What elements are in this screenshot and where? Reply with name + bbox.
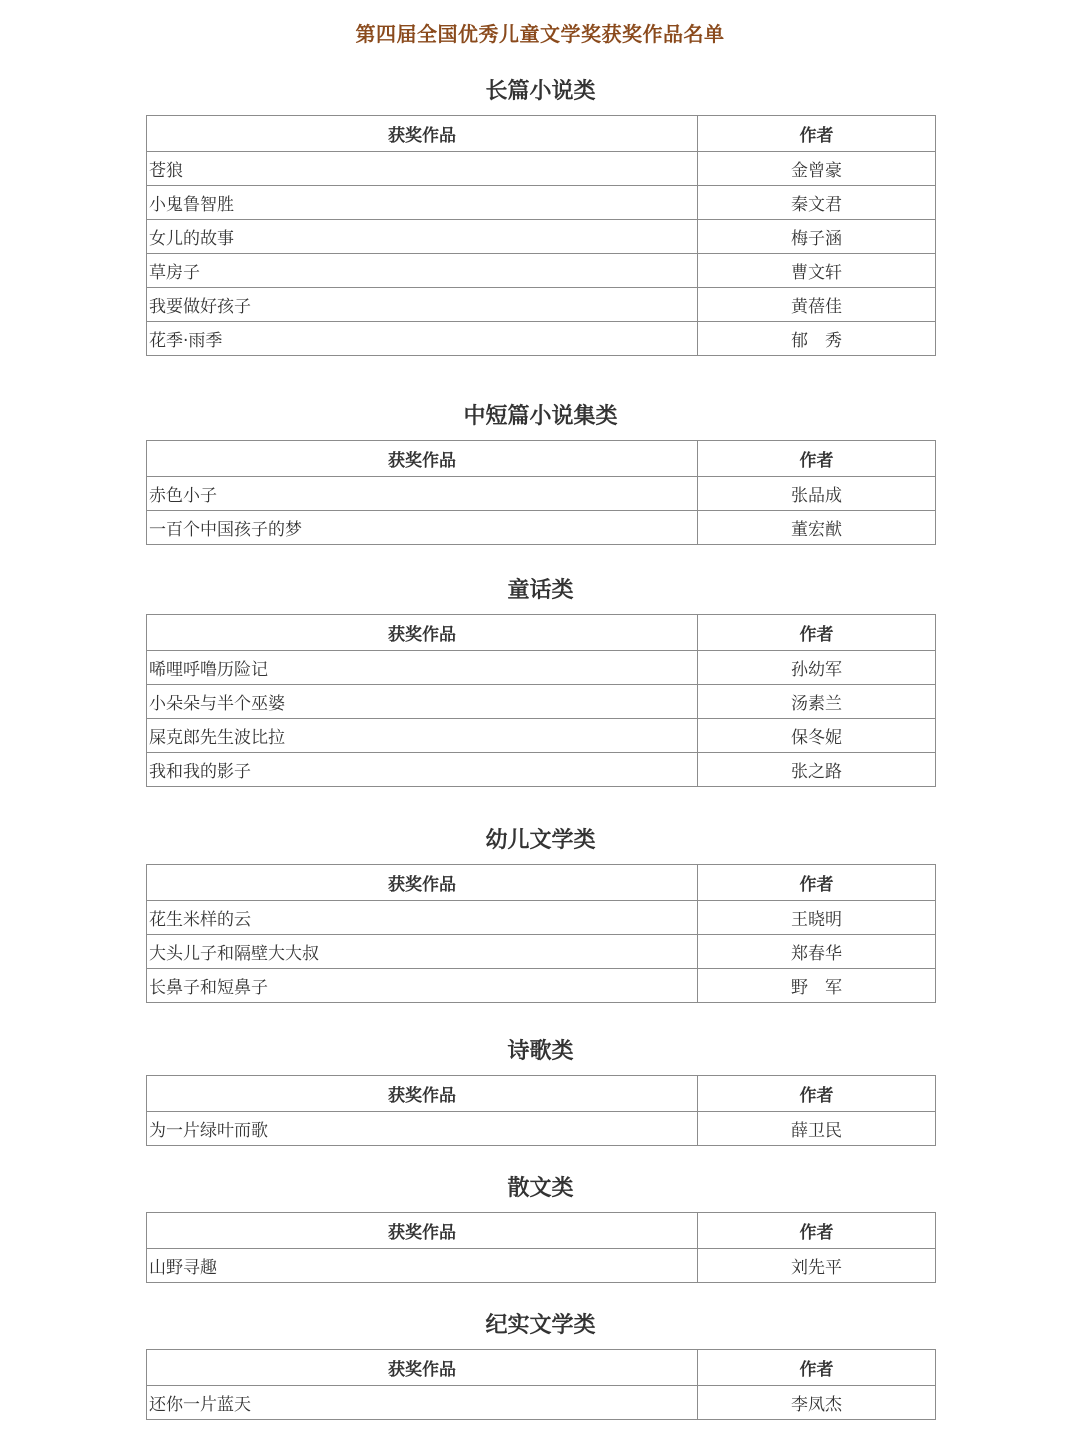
- author-cell: 薛卫民: [698, 1112, 936, 1146]
- column-header-author: 作者: [698, 1213, 936, 1249]
- award-table: [146, 1349, 936, 1420]
- table-row: [147, 254, 936, 288]
- award-table: [146, 1075, 936, 1146]
- column-header-work: 获奖作品: [147, 441, 698, 477]
- section-title: 中短篇小说集类: [463, 404, 618, 429]
- table-header-row: [147, 116, 936, 152]
- table-header-row: [147, 1213, 936, 1249]
- table-row: [147, 288, 936, 322]
- work-cell: 我要做好孩子: [147, 288, 698, 322]
- table-row: [147, 753, 936, 787]
- table-row: [147, 152, 936, 186]
- section-prose: [146, 1174, 935, 1283]
- author-cell: 董宏猷: [698, 511, 936, 545]
- table-row: [147, 477, 936, 511]
- page-title: 第四届全国优秀儿童文学奖获奖作品名单: [355, 22, 725, 46]
- author-cell: 黄蓓佳: [698, 288, 936, 322]
- author-cell: 金曾豪: [698, 152, 936, 186]
- work-cell: 我和我的影子: [147, 753, 698, 787]
- author-cell: 刘先平: [698, 1249, 936, 1283]
- work-cell: 草房子: [147, 254, 698, 288]
- table-row: [147, 220, 936, 254]
- work-cell: 女儿的故事: [147, 220, 698, 254]
- work-cell: 大头儿子和隔壁大大叔: [147, 935, 698, 969]
- section-documentary-literature: [146, 1311, 935, 1420]
- table-row: [147, 1112, 936, 1146]
- table-header-row: [147, 1076, 936, 1112]
- table-row: [147, 969, 936, 1003]
- author-cell: 秦文君: [698, 186, 936, 220]
- work-cell: 唏哩呼噜历险记: [147, 651, 698, 685]
- work-cell: 山野寻趣: [147, 1249, 698, 1283]
- work-cell: 花生米样的云: [147, 901, 698, 935]
- section-title: 散文类: [507, 1176, 574, 1201]
- table-row: [147, 651, 936, 685]
- table-row: [147, 511, 936, 545]
- author-cell: 张品成: [698, 477, 936, 511]
- table-row: [147, 1249, 936, 1283]
- section-title: 幼儿文学类: [485, 828, 596, 853]
- award-table: [146, 440, 936, 545]
- section-title: 童话类: [507, 578, 574, 603]
- table-row: [147, 1386, 936, 1420]
- work-cell: 小鬼鲁智胜: [147, 186, 698, 220]
- author-cell: 汤素兰: [698, 685, 936, 719]
- author-cell: 野 军: [698, 969, 936, 1003]
- column-header-author: 作者: [698, 1076, 936, 1112]
- author-cell: 李凤杰: [698, 1386, 936, 1420]
- author-cell: 梅子涵: [698, 220, 936, 254]
- column-header-work: 获奖作品: [147, 1076, 698, 1112]
- author-cell: 郑春华: [698, 935, 936, 969]
- column-header-author: 作者: [698, 615, 936, 651]
- author-cell: 王晓明: [698, 901, 936, 935]
- award-table: [146, 864, 936, 1003]
- column-header-work: 获奖作品: [147, 1213, 698, 1249]
- work-cell: 苍狼: [147, 152, 698, 186]
- author-cell: 郁 秀: [698, 322, 936, 356]
- author-cell: 张之路: [698, 753, 936, 787]
- work-cell: 屎克郎先生波比拉: [147, 719, 698, 753]
- table-header-row: [147, 865, 936, 901]
- award-table: [146, 1212, 936, 1283]
- column-header-work: 获奖作品: [147, 865, 698, 901]
- work-cell: 小朵朵与半个巫婆: [147, 685, 698, 719]
- work-cell: 一百个中国孩子的梦: [147, 511, 698, 545]
- column-header-author: 作者: [698, 1350, 936, 1386]
- author-cell: 曹文轩: [698, 254, 936, 288]
- table-header-row: [147, 441, 936, 477]
- column-header-author: 作者: [698, 865, 936, 901]
- section-fairy-tales: [146, 576, 935, 787]
- section-poetry: [146, 1037, 935, 1146]
- column-header-author: 作者: [698, 116, 936, 152]
- section-title: 诗歌类: [507, 1039, 574, 1064]
- table-header-row: [147, 1350, 936, 1386]
- work-cell: 长鼻子和短鼻子: [147, 969, 698, 1003]
- work-cell: 赤色小子: [147, 477, 698, 511]
- column-header-work: 获奖作品: [147, 615, 698, 651]
- section-title: 纪实文学类: [485, 1313, 596, 1338]
- section-preschool-literature: [146, 826, 935, 1003]
- section-short-stories: [146, 402, 935, 545]
- award-table: [146, 614, 936, 787]
- work-cell: 还你一片蓝天: [147, 1386, 698, 1420]
- table-row: [147, 186, 936, 220]
- column-header-work: 获奖作品: [147, 1350, 698, 1386]
- table-row: [147, 901, 936, 935]
- author-cell: 保冬妮: [698, 719, 936, 753]
- work-cell: 为一片绿叶而歌: [147, 1112, 698, 1146]
- column-header-work: 获奖作品: [147, 116, 698, 152]
- work-cell: 花季·雨季: [147, 322, 698, 356]
- section-novel: [146, 77, 935, 356]
- table-row: [147, 322, 936, 356]
- award-table: [146, 115, 936, 356]
- table-header-row: [147, 615, 936, 651]
- table-row: [147, 719, 936, 753]
- table-row: [147, 685, 936, 719]
- section-title: 长篇小说类: [485, 79, 596, 104]
- author-cell: 孙幼军: [698, 651, 936, 685]
- table-row: [147, 935, 936, 969]
- column-header-author: 作者: [698, 441, 936, 477]
